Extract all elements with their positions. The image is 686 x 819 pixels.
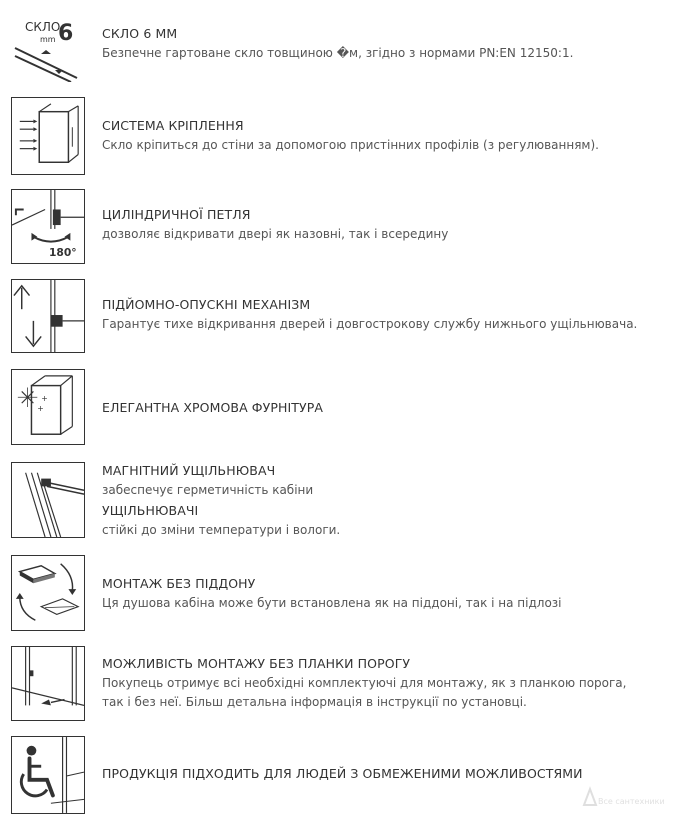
- feature-title: МАГНІТНИЙ УЩІЛЬНЮВАЧ: [102, 463, 276, 478]
- feature-title: МОЖЛИВІСТЬ МОНТАЖУ БЕЗ ПЛАНКИ ПОРОГУ: [102, 656, 411, 671]
- feature-title: СИСТЕМА КРІПЛЕННЯ: [102, 118, 244, 133]
- watermark: [578, 785, 678, 813]
- chrome-fittings-icon: [11, 369, 85, 445]
- magnetic-seal-icon: [11, 462, 85, 538]
- watermark-text: Все сантехники: [598, 797, 665, 806]
- feature-title: СКЛО 6 ММ: [102, 26, 178, 41]
- feature-desc: Скло кріпиться до стіни за допомогою пристінних профілів (з регулюванням).: [102, 138, 599, 152]
- feature-desc: Ця душова кабіна може бути встановлена як на піддоні, так і на підлозі: [102, 596, 562, 610]
- feature-desc: Безпечне гартоване скло товщиною �м, згідно з нормами PN:EN 12150:1.: [102, 46, 574, 60]
- icon-glass-label: СКЛО: [25, 20, 61, 34]
- feature-desc: Покупець отримує всі необхідні комплектуючі для монтажу, як з планкою порога,: [102, 676, 627, 690]
- feature-title: ПРОДУКЦІЯ ПІДХОДИТЬ ДЛЯ ЛЮДЕЙ З ОБМЕЖЕНИМИ МОЖЛИВОСТЯМИ: [102, 766, 583, 781]
- feature-subdesc: стійкі до зміни температури і вологи.: [102, 523, 341, 537]
- feature-desc-line2: так і без неї. Більш детальна інформація в інструкції по установці.: [102, 695, 527, 709]
- svg-text:+: +: [37, 403, 44, 413]
- lift-mechanism-icon: [11, 279, 85, 353]
- feature-desc: забеспечує герметичність кабіни: [102, 483, 314, 497]
- no-threshold-icon: [11, 646, 85, 721]
- hinge-180-icon: [11, 189, 85, 264]
- feature-desc: дозволяє відкривати двері як назовні, так і всередину: [102, 227, 449, 241]
- feature-desc: Гарантує тихе відкривання дверей і довгострокову службу нижнього ущільнювача.: [102, 317, 638, 331]
- feature-title: ЦИЛІНДРИЧНОЇ ПЕТЛЯ: [102, 207, 251, 222]
- feature-title: МОНТАЖ БЕЗ ПІДДОНУ: [102, 576, 256, 591]
- feature-title: ПІДЙОМНО-ОПУСКНІ МЕХАНІЗМ: [102, 297, 311, 312]
- glass-6mm-icon: [11, 6, 85, 82]
- wheelchair-accessible-icon: [11, 736, 85, 814]
- feature-subtitle: УЩІЛЬНЮВАЧІ: [102, 503, 199, 518]
- icon-glass-unit: mm: [40, 35, 56, 44]
- wall-mounting-icon: [11, 97, 85, 175]
- icon-hinge-value: 180°: [48, 246, 77, 260]
- svg-text:+: +: [41, 394, 48, 404]
- no-tray-install-icon: [11, 555, 85, 631]
- icon-glass-value: 6: [58, 21, 74, 46]
- feature-title: ЕЛЕГАНТНА ХРОМОВА ФУРНІТУРА: [102, 400, 324, 415]
